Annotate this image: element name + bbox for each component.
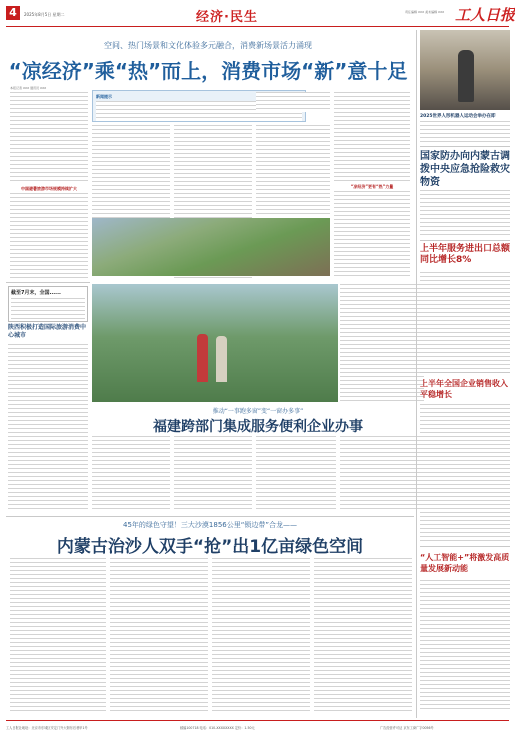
sidebar-story-4-title: “人工智能+”将激发高质量发展新动能 (420, 553, 510, 573)
sidebar-rule-4 (420, 546, 510, 547)
main-byline: 本报记者 XXX 通讯员 XXX (10, 86, 47, 90)
footer-address: 工人日报社地址：北京市东城区安定门外大街东后巷甲1号 (6, 726, 88, 730)
main-col-5b (334, 191, 410, 278)
main-col-1 (10, 92, 88, 184)
bottom-col-3 (212, 558, 310, 714)
main-headline: “凉经济”乘“热”而上，消费市场“新”意十足 (8, 59, 408, 83)
footer-rule (6, 720, 509, 721)
middle-photo-person-2 (216, 336, 227, 382)
sidebar-divider (416, 30, 417, 718)
main-subhead-1: 中国避暑旅游市场规模持续扩大 (21, 186, 77, 191)
left-brief-title: 截至7月末，全国...... (11, 290, 61, 296)
page-number-badge: 4 (6, 6, 20, 20)
sidebar-photo (420, 30, 510, 110)
sidebar-photo-caption: 2025世界人形机器人运动会举办在即 (420, 114, 496, 119)
section-title: 经济·民生 (196, 10, 258, 25)
bottom-col-2 (110, 558, 208, 714)
robot-figure (458, 50, 474, 102)
sidebar-story-2-title: 上半年服务进出口总额同比增长8% (420, 244, 511, 265)
main-photo (92, 218, 330, 276)
sidebar-story-3-body (420, 404, 510, 544)
bottom-col-1 (10, 558, 106, 714)
bottom-rule (6, 516, 414, 517)
bottom-kicker: 45年的绿色守望！三大沙漠1856公里“锁边带”合龙—— (123, 521, 297, 529)
sidebar-rule-1 (420, 146, 510, 147)
sidebar-story-1-title: 国家防办向内蒙古调拨中央应急抢险救灾物资 (420, 151, 510, 188)
sidebar-story-3-title: 上半年全国企业销售收入平稳增长 (420, 379, 508, 399)
left-story-title: 陕西积极打造国际旅游消费中心城市 (8, 324, 87, 339)
footer-info: 邮编100718 电话：010-XXXXXXXX 定价：1.50元 (180, 726, 255, 730)
middle-photo-person-1 (197, 334, 208, 382)
main-col-1b (10, 193, 88, 278)
middle-headline: 福建跨部门集成服务便利企业办事 (153, 419, 363, 435)
sidebar-rule-3 (420, 372, 510, 373)
editor-credit: 责任编辑 XXX 美术编辑 XXX (405, 10, 445, 14)
main-subhead-3: “凉经济”更有“热”力量 (350, 184, 394, 189)
main-col-4 (256, 92, 330, 112)
header-rule (6, 26, 509, 27)
left-story-body (8, 344, 88, 510)
main-col-5 (334, 92, 410, 182)
main-kicker: 空间、热门场景和文化体验多元融合，消费新场景活力涌现 (104, 41, 312, 50)
sidebar-story-4-body (420, 580, 510, 712)
middle-col-1 (92, 436, 170, 512)
middle-kicker: 推动“一事跑多窗”变“一窗办多事” (212, 408, 304, 415)
middle-photo (92, 284, 338, 402)
left-divider (6, 282, 90, 283)
bottom-col-4 (314, 558, 412, 714)
news-tip-title: 新闻提示 (96, 94, 112, 99)
sidebar-story-1-body (420, 190, 510, 238)
sidebar-caption-text (420, 121, 510, 143)
footer-print: 广告经营许可证 京东工商广字0056号 (380, 726, 434, 730)
page-date: 2025年8月5日 星期二 (24, 12, 65, 17)
middle-col-top-right (340, 284, 424, 402)
left-brief-box (8, 286, 88, 322)
newspaper-logo: 工人日报 (455, 6, 515, 24)
sidebar-story-2-body (420, 272, 510, 370)
main-col-4b (256, 125, 330, 215)
left-brief-body (11, 298, 85, 320)
middle-col-2 (174, 436, 252, 512)
bottom-headline: 内蒙古治沙人双手“抢”出1亿亩绿色空间 (56, 537, 364, 557)
middle-col-3 (256, 436, 336, 512)
middle-col-4 (340, 436, 424, 512)
sidebar-rule-2 (420, 240, 510, 241)
